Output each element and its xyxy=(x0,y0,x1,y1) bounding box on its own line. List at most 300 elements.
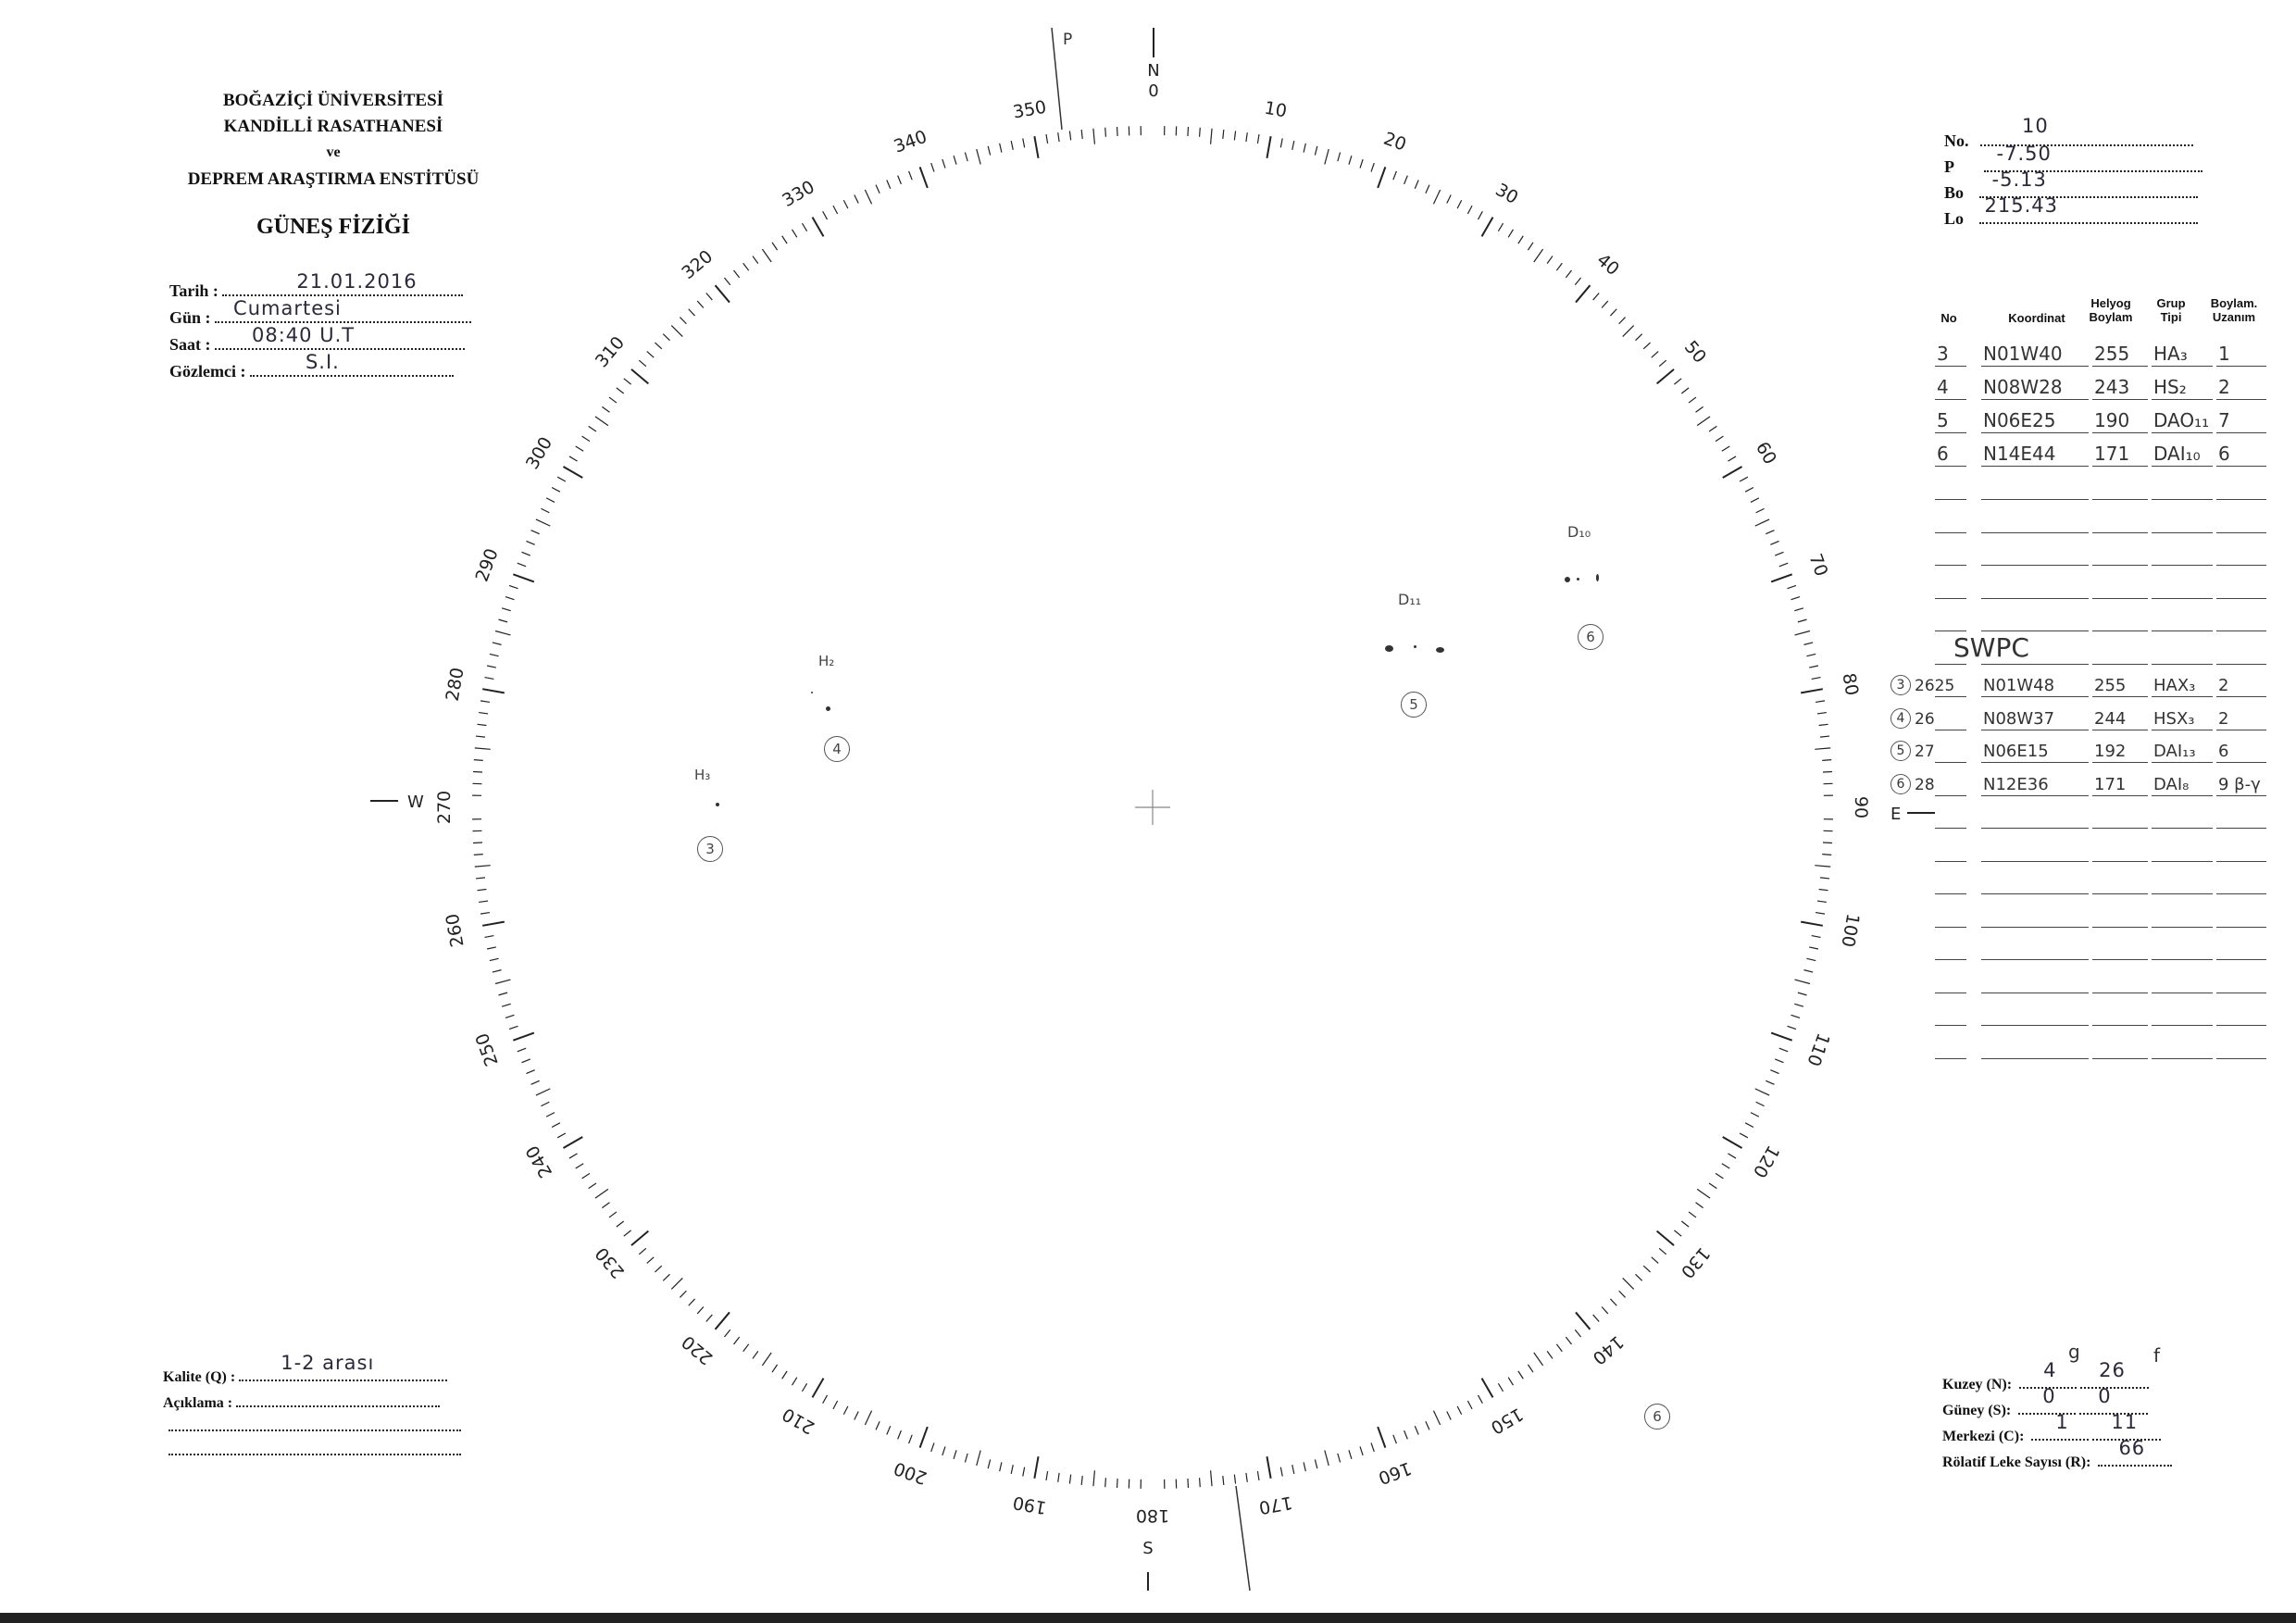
degree-tick xyxy=(493,643,502,644)
group3-spot xyxy=(716,803,719,806)
degree-tick xyxy=(475,866,491,867)
degree-tick xyxy=(1304,1462,1305,1471)
col-header-boylam: Boylam. Uzanım xyxy=(2210,296,2258,324)
swpc-region-number: 27 xyxy=(1915,743,1935,761)
degree-tick xyxy=(1508,1378,1513,1385)
degree-label-300: 300 xyxy=(521,433,557,473)
cell-koord: N14E44 xyxy=(1983,443,2056,465)
param-no-label: No. xyxy=(1944,131,1969,150)
degree-tick xyxy=(1659,360,1666,367)
degree-tick xyxy=(988,146,990,156)
degree-tick xyxy=(876,185,880,194)
swpc-group-number: 6 xyxy=(1890,774,1911,794)
param-bo xyxy=(1944,169,2198,203)
degree-tick xyxy=(536,519,550,526)
degree-tick xyxy=(1745,1123,1753,1128)
group5-type-label: D₁₁ xyxy=(1398,591,1422,608)
degree-label-50: 50 xyxy=(1679,336,1711,368)
group-count: 4 xyxy=(2043,1359,2057,1381)
cell-koord: N01W40 xyxy=(1983,343,2063,365)
degree-tick xyxy=(1338,153,1341,162)
degree-tick xyxy=(1360,159,1363,169)
degree-tick xyxy=(505,597,515,600)
group4-spot-small xyxy=(811,692,813,693)
degree-tick xyxy=(1528,243,1533,250)
degree-tick xyxy=(1575,278,1580,285)
degree-tick xyxy=(1393,171,1397,180)
table-row xyxy=(1928,433,2270,467)
degree-tick xyxy=(855,194,858,203)
col-header-koordinat: Koordinat xyxy=(2008,311,2065,325)
relative-sunspot-value: 66 xyxy=(2118,1437,2146,1459)
degree-tick xyxy=(1046,1471,1048,1480)
degree-tick xyxy=(1766,1080,1774,1084)
degree-tick xyxy=(552,487,560,492)
degree-tick xyxy=(1636,1274,1642,1280)
table-row xyxy=(1928,894,2270,928)
table-row xyxy=(1928,795,2270,829)
degree-tick xyxy=(1740,1133,1748,1138)
degree-tick xyxy=(942,1446,945,1455)
degree-tick xyxy=(909,1435,913,1443)
degree-tick xyxy=(1528,1365,1533,1372)
table-row xyxy=(1928,598,2270,631)
degree-tick xyxy=(1623,326,1634,337)
group6-spot-mid xyxy=(1577,578,1579,581)
degree-tick xyxy=(482,689,505,693)
table-row xyxy=(1928,367,2270,400)
degree-tick xyxy=(1755,519,1769,526)
degree-tick xyxy=(639,360,646,367)
degree-tick xyxy=(887,1426,891,1434)
east-label: E xyxy=(1890,805,1902,824)
param-p-label: P xyxy=(1944,157,1954,176)
swpc-label: SWPC xyxy=(1953,631,2029,663)
param-no xyxy=(1944,115,2193,151)
degree-tick xyxy=(1378,167,1385,188)
group4-type-label: H₂ xyxy=(818,653,835,669)
degree-tick xyxy=(920,1427,928,1448)
degree-tick xyxy=(1771,1033,1792,1041)
degree-tick xyxy=(1433,1411,1440,1425)
degree-tick xyxy=(1467,1401,1472,1409)
degree-tick xyxy=(1576,1312,1590,1329)
degree-tick xyxy=(522,552,530,556)
degree-tick xyxy=(595,417,608,426)
degree-tick xyxy=(706,1315,713,1322)
degree-tick xyxy=(663,334,669,341)
degree-tick xyxy=(518,1048,526,1052)
param-lo-label: Lo xyxy=(1944,209,1965,228)
swpc-cell-koord: N06E15 xyxy=(1983,742,2049,761)
degree-tick xyxy=(557,1133,566,1138)
degree-tick xyxy=(477,724,486,725)
degree-tick xyxy=(689,1299,695,1305)
degree-tick xyxy=(942,159,945,169)
swpc-cell-helyog: 244 xyxy=(2094,708,2127,729)
degree-tick xyxy=(965,1454,967,1463)
cell-koord: N06E25 xyxy=(1983,409,2056,431)
degree-tick xyxy=(1292,1465,1294,1474)
degree-label-80: 80 xyxy=(1838,671,1863,697)
degree-tick xyxy=(1447,194,1451,203)
cell-grup: DAO₁₁ xyxy=(2153,409,2210,431)
degree-tick xyxy=(1478,1395,1482,1404)
degree-tick xyxy=(1788,585,1796,588)
degree-tick xyxy=(988,1459,990,1468)
table-row xyxy=(1928,960,2270,993)
degree-tick xyxy=(655,343,661,349)
swpc-cell-boylam: 9 β-γ xyxy=(2218,774,2261,794)
swpc-cell-koord: N08W37 xyxy=(1983,708,2055,729)
time-value: 08:40 U.T xyxy=(252,324,356,346)
degree-tick xyxy=(1798,993,1807,995)
param-p xyxy=(1944,143,2202,177)
west-label: W xyxy=(407,793,424,812)
degree-tick xyxy=(475,748,491,749)
degree-tick xyxy=(576,446,583,451)
group4-number: 4 xyxy=(824,736,850,762)
degree-tick xyxy=(1393,1435,1397,1443)
institute-name: DEPREM ARAŞTIRMA ENSTİTÜSÜ xyxy=(187,169,480,189)
degree-label-200: 200 xyxy=(891,1457,930,1489)
degree-tick xyxy=(1556,1344,1562,1352)
degree-tick xyxy=(1267,1456,1270,1479)
degree-tick xyxy=(753,256,758,264)
degree-tick xyxy=(898,176,902,184)
degree-tick xyxy=(485,678,494,680)
day-label: Gün : xyxy=(169,308,211,327)
degree-tick xyxy=(1696,1203,1703,1208)
degree-tick xyxy=(1816,701,1825,703)
extra-group-number: 6 xyxy=(1644,1404,1670,1429)
degree-tick xyxy=(1547,1351,1553,1358)
swpc-region-number: 28 xyxy=(1915,775,1935,794)
spot-count: 11 xyxy=(2111,1411,2139,1433)
degree-tick xyxy=(1478,211,1482,219)
degree-tick xyxy=(569,1154,578,1158)
degree-tick xyxy=(1791,597,1801,600)
degree-tick xyxy=(1069,131,1070,140)
swpc-cell-helyog: 255 xyxy=(2094,676,2127,695)
degree-tick xyxy=(1325,1451,1329,1466)
degree-label-190: 190 xyxy=(1011,1492,1048,1518)
cell-boylam: 6 xyxy=(2218,443,2230,465)
degree-label-280: 280 xyxy=(442,666,468,703)
cell-no: 3 xyxy=(1937,343,1949,365)
table-row xyxy=(1928,861,2270,894)
swpc-group-number: 5 xyxy=(1890,741,1911,761)
north-zero-label: 0 xyxy=(1148,81,1159,101)
degree-tick xyxy=(1534,249,1543,262)
degree-tick xyxy=(931,163,934,171)
degree-tick xyxy=(855,1412,858,1420)
comment-line-3 xyxy=(168,1437,461,1460)
group5-spot-follower xyxy=(1436,647,1444,653)
degree-tick xyxy=(485,936,494,938)
degree-tick xyxy=(1723,1137,1742,1148)
degree-label-30: 30 xyxy=(1491,179,1522,209)
degree-tick xyxy=(762,1353,771,1366)
degree-tick xyxy=(887,181,891,189)
degree-tick xyxy=(743,1344,749,1352)
degree-label-340: 340 xyxy=(891,126,930,157)
swpc-cell-helyog: 192 xyxy=(2094,742,2127,761)
degree-tick xyxy=(697,301,704,307)
degree-tick xyxy=(1046,134,1048,144)
degree-label-110: 110 xyxy=(1803,1030,1834,1069)
degree-tick xyxy=(1681,388,1689,393)
degree-tick xyxy=(1482,218,1493,237)
degree-tick xyxy=(843,1406,848,1415)
degree-tick xyxy=(1378,1427,1385,1448)
degree-tick xyxy=(631,1231,648,1245)
degree-label-100: 100 xyxy=(1837,912,1864,949)
degree-tick xyxy=(1791,1015,1801,1017)
degree-tick xyxy=(647,1257,654,1264)
degree-tick xyxy=(697,1307,704,1314)
degree-tick xyxy=(1770,541,1778,544)
degree-tick xyxy=(1257,134,1259,144)
cell-helyog: 255 xyxy=(2094,343,2130,365)
group3-number: 3 xyxy=(697,836,723,862)
comment-field xyxy=(163,1389,440,1412)
degree-tick xyxy=(1722,1164,1729,1168)
degree-tick xyxy=(1709,426,1716,431)
degree-tick xyxy=(1803,643,1813,644)
degree-tick xyxy=(1566,1337,1571,1344)
table-row xyxy=(1896,730,2270,763)
degree-tick xyxy=(1815,748,1830,749)
degree-tick xyxy=(1404,176,1408,184)
degree-label-320: 320 xyxy=(678,245,718,284)
degree-label-40: 40 xyxy=(1592,249,1624,281)
table-row xyxy=(1928,333,2270,367)
quality-field xyxy=(163,1352,447,1386)
degree-tick xyxy=(480,701,490,703)
degree-tick xyxy=(557,477,566,481)
degree-tick xyxy=(1023,139,1025,148)
degree-tick xyxy=(1794,608,1803,611)
degree-tick xyxy=(1652,352,1658,358)
f-column-header: f xyxy=(2153,1344,2161,1367)
degree-tick xyxy=(965,153,967,162)
degree-tick xyxy=(680,318,686,324)
degree-tick xyxy=(1404,1430,1408,1439)
degree-tick xyxy=(1689,1212,1696,1217)
table-row xyxy=(1928,993,2270,1026)
degree-tick xyxy=(813,1379,824,1398)
degree-tick xyxy=(1619,318,1626,324)
degree-tick xyxy=(1619,1291,1626,1297)
degree-tick xyxy=(1188,127,1189,136)
degree-tick xyxy=(823,211,828,219)
cell-helyog: 243 xyxy=(2094,376,2130,398)
degree-label-140: 140 xyxy=(1588,1330,1628,1369)
degree-tick xyxy=(1770,1070,1778,1074)
group6-spot-leader xyxy=(1565,577,1570,582)
degree-tick xyxy=(1716,436,1723,441)
group5-spot-leader xyxy=(1385,645,1393,652)
table-row xyxy=(1928,1026,2270,1059)
degree-tick xyxy=(716,1312,730,1329)
degree-tick xyxy=(1788,1026,1796,1029)
degree-tick xyxy=(1508,230,1513,237)
degree-tick xyxy=(1105,1478,1106,1487)
degree-tick xyxy=(1280,139,1282,148)
degree-tick xyxy=(954,1450,956,1459)
degree-tick xyxy=(1338,1454,1341,1463)
degree-tick xyxy=(1292,141,1294,150)
table-row xyxy=(1928,829,2270,862)
group-count: 1 xyxy=(2055,1411,2069,1433)
swpc-cell-grup: DAI₁₃ xyxy=(2153,742,2196,761)
degree-tick xyxy=(1498,223,1503,231)
degree-tick xyxy=(1636,334,1642,341)
degree-tick xyxy=(1058,132,1059,142)
degree-tick xyxy=(479,713,488,714)
degree-tick xyxy=(1801,922,1823,926)
row-underline xyxy=(2152,1058,2213,1059)
group-count: 0 xyxy=(2042,1385,2056,1407)
degree-tick xyxy=(1234,131,1235,140)
degree-label-90: 90 xyxy=(1851,795,1871,819)
degree-tick xyxy=(1457,200,1462,208)
degree-tick xyxy=(1117,127,1118,136)
degree-tick xyxy=(1812,936,1821,938)
degree-tick xyxy=(479,901,488,902)
scan-edge xyxy=(0,1613,2296,1623)
degree-label-210: 210 xyxy=(779,1403,818,1439)
degree-label-230: 230 xyxy=(591,1242,630,1282)
swpc-cell-helyog: 171 xyxy=(2094,774,2127,794)
relative-sunspot-label: Rölatif Leke Sayısı (R): xyxy=(1942,1454,2091,1470)
degree-tick xyxy=(495,980,510,983)
degree-tick xyxy=(1482,1379,1493,1398)
cell-no: 6 xyxy=(1937,443,1949,465)
degree-tick xyxy=(617,388,624,393)
cell-no: 4 xyxy=(1937,376,1949,398)
degree-label-60: 60 xyxy=(1751,438,1781,468)
degree-tick xyxy=(526,541,534,544)
table-row xyxy=(1896,763,2270,796)
degree-tick xyxy=(1000,1462,1002,1471)
degree-tick xyxy=(843,200,848,208)
degree-tick xyxy=(1812,678,1821,680)
institution-name: BOĞAZİÇİ ÜNİVERSİTESİ xyxy=(222,91,444,110)
degree-tick xyxy=(1817,713,1827,714)
degree-tick xyxy=(1576,285,1590,302)
degree-tick xyxy=(663,1274,669,1280)
degree-tick xyxy=(1652,1257,1658,1264)
relative-sunspot-number xyxy=(1942,1437,2172,1471)
degree-tick xyxy=(772,1365,778,1372)
degree-tick xyxy=(1755,1089,1769,1095)
degree-tick xyxy=(1681,1221,1689,1227)
degree-tick xyxy=(1816,913,1825,915)
degree-tick xyxy=(1756,1102,1765,1105)
g-column-header: g xyxy=(2068,1341,2080,1363)
degree-tick xyxy=(1820,736,1829,737)
param-bo-label: Bo xyxy=(1944,183,1965,202)
degree-tick xyxy=(1709,1183,1716,1189)
degree-tick xyxy=(782,1371,787,1379)
degree-tick xyxy=(1659,1248,1666,1255)
p-angle-line-top xyxy=(1052,28,1062,130)
param-lo-value: 215.43 xyxy=(1984,194,2058,217)
degree-label-220: 220 xyxy=(678,1330,718,1369)
degree-tick xyxy=(898,1430,902,1439)
degree-tick xyxy=(546,1113,555,1117)
degree-tick xyxy=(1518,1371,1523,1379)
degree-tick xyxy=(1349,1450,1352,1459)
table-row xyxy=(1928,400,2270,433)
degree-tick xyxy=(582,1173,590,1178)
param-bo-value: -5.13 xyxy=(1991,169,2047,191)
degree-tick xyxy=(505,1015,515,1017)
degree-label-240: 240 xyxy=(521,1142,557,1181)
degree-tick xyxy=(1211,129,1212,144)
degree-tick xyxy=(1716,1173,1723,1178)
degree-tick xyxy=(1602,301,1608,307)
swpc-region-number: 2625 xyxy=(1915,677,1955,695)
degree-label-20: 20 xyxy=(1380,128,1409,156)
swpc-cell-boylam: 2 xyxy=(2218,676,2229,695)
degree-tick xyxy=(1795,980,1810,983)
degree-tick xyxy=(1325,149,1329,164)
degree-tick xyxy=(1433,190,1440,204)
degree-tick xyxy=(1426,1421,1429,1429)
observer-value: S.I. xyxy=(305,351,340,373)
spot-count: 26 xyxy=(2099,1359,2126,1381)
degree-tick xyxy=(865,1411,871,1425)
degree-tick xyxy=(1740,477,1748,481)
degree-tick xyxy=(569,456,578,461)
quality-label: Kalite (Q) : xyxy=(163,1369,236,1385)
degree-tick xyxy=(1246,132,1247,142)
degree-tick xyxy=(1457,1406,1462,1415)
degree-tick xyxy=(1556,263,1562,270)
degree-tick xyxy=(1806,654,1816,655)
degree-tick xyxy=(1794,1004,1803,1006)
degree-tick xyxy=(1415,181,1418,189)
degree-tick xyxy=(1105,128,1106,137)
degree-tick xyxy=(1819,724,1828,725)
cell-no: 5 xyxy=(1937,409,1949,431)
col-header-grup: Grup Tipi xyxy=(2156,296,2186,324)
degree-tick xyxy=(792,230,797,237)
table-row xyxy=(1928,631,2270,665)
degree-tick xyxy=(631,369,648,383)
degree-tick xyxy=(1610,309,1616,316)
cell-boylam: 7 xyxy=(2218,409,2230,431)
swpc-cell-koord: N12E36 xyxy=(1983,774,2049,794)
degree-tick xyxy=(1771,574,1792,581)
degree-tick xyxy=(1657,369,1674,383)
table-row xyxy=(1896,664,2270,697)
col-header-helyog: Helyog Boylam xyxy=(2089,296,2133,324)
degree-tick xyxy=(1689,397,1696,403)
degree-tick xyxy=(1728,1154,1736,1158)
degree-tick xyxy=(1304,144,1305,153)
row-underline xyxy=(2216,1058,2266,1059)
degree-tick xyxy=(977,1451,980,1466)
degree-tick xyxy=(541,1102,549,1105)
degree-tick xyxy=(563,467,582,478)
swpc-group-number: 3 xyxy=(1890,675,1911,695)
degree-tick xyxy=(1779,563,1788,567)
degree-tick xyxy=(1819,889,1828,890)
